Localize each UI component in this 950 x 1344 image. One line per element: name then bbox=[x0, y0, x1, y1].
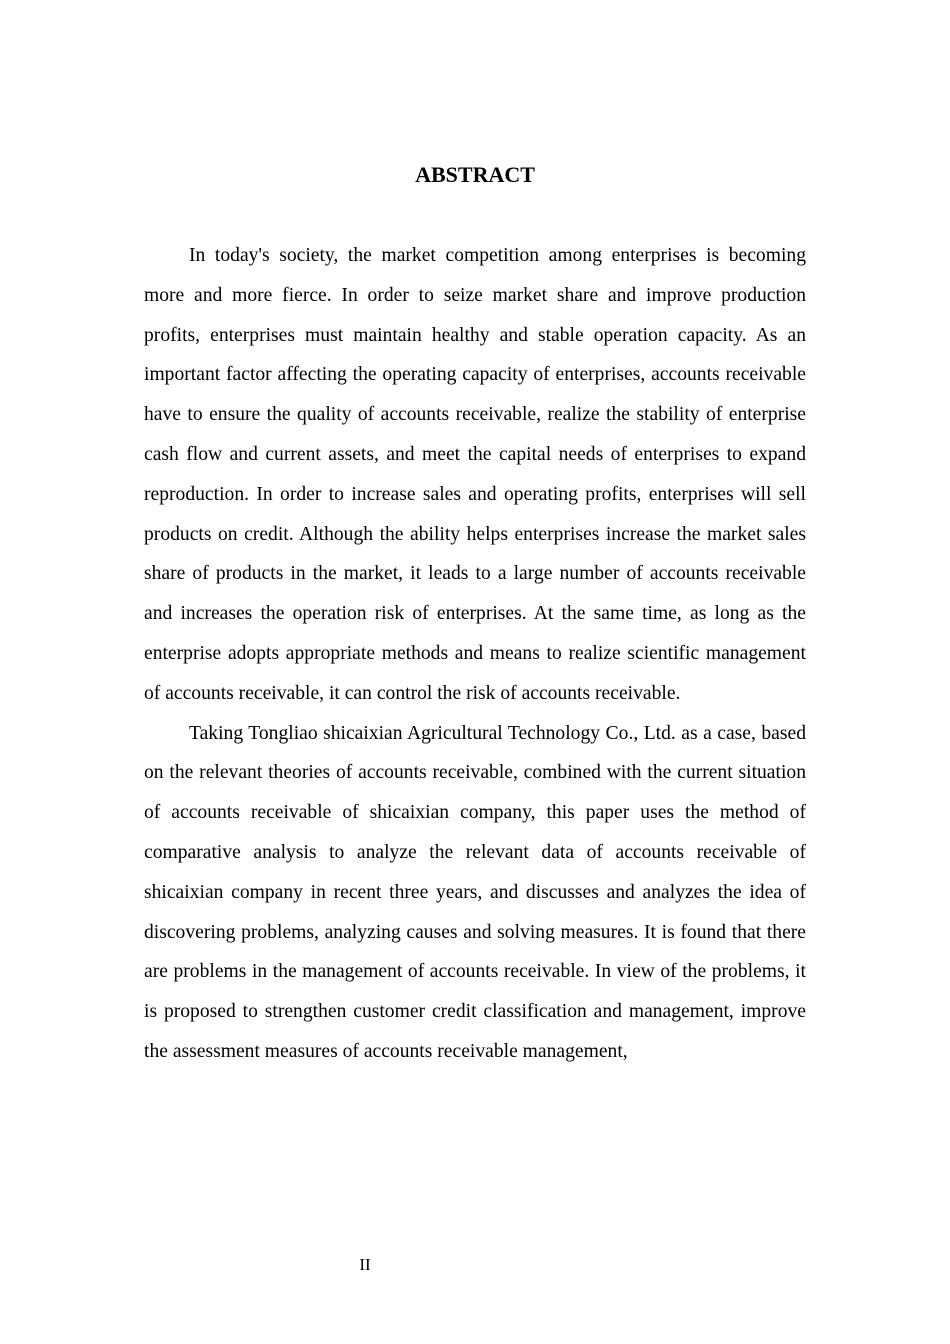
page-number: II bbox=[359, 1255, 371, 1274]
abstract-body bbox=[144, 236, 806, 1072]
abstract-paragraph-1: In today's society, the market competition among enterprises is becoming more and more fierce. In order to seize market share and improve production profits, enterprises must maintain healthy and stable operation capacity. As an important factor affecting the operating capacity of enterprises, accounts receivable have to ensure the quality of accounts receivable, realize the stability of enterprise cash flow and current assets, and meet the capital needs of enterprises to expand reproduction. In order to increase sales and operating profits, enterprises will sell products on credit. Although the ability helps enterprises increase the market sales share of products in the market, it leads to a large number of accounts receivable and increases the operation risk of enterprises. At the same time, as long as the enterprise adopts appropriate methods and means to realize scientific management of accounts receivable, it can control the risk of accounts receivable. bbox=[144, 245, 806, 704]
page-title: ABSTRACT bbox=[415, 162, 535, 187]
abstract-paragraph-2: Taking Tongliao shicaixian Agricultural Technology Co., Ltd. as a case, based on the relevant theories of accounts receivable, combined with the current situation of accounts receivable of shicaixian company, this paper uses the method of comparative analysis to analyze the relevant data of accounts receivable of shicaixian company in recent three years, and discusses and analyzes the idea of discovering problems, analyzing causes and solving measures. It is found that there are problems in the management of accounts receivable. In view of the problems, it is proposed to strengthen customer credit classification and management, improve the assessment measures of accounts receivable management, bbox=[144, 722, 806, 1062]
